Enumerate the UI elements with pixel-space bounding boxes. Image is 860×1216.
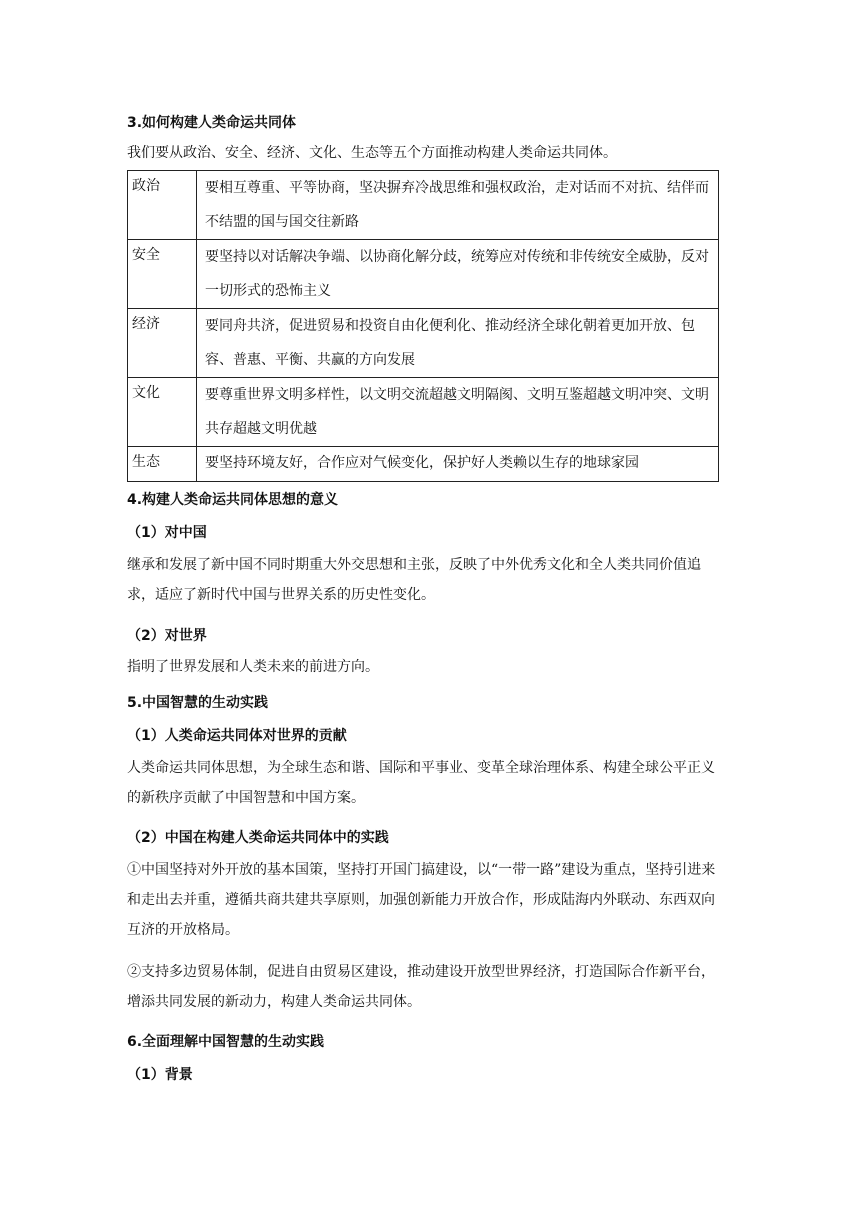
section-5-text-1: 人类命运共同体思想，为全球生态和谐、国际和平事业、变革全球治理体系、构建全球公平正义的新秩序贡献了中国智慧和中国方案。 — [127, 760, 715, 806]
table-row — [128, 378, 719, 447]
section-5-text-3: ②支持多边贸易体制，促进自由贸易区建设，推动建设开放型世界经济，打造国际合作新平台，增添共同发展的新动力，构建人类命运共同体。 — [127, 964, 715, 1010]
table-key-cell: 生态 — [128, 447, 197, 482]
section-6-heading: 6.全面理解中国智慧的生动实践 — [127, 1034, 325, 1050]
section-4-sub-2: （2）对世界 — [127, 628, 207, 644]
five-aspects-table — [127, 170, 719, 482]
section-3-intro: 我们要从政治、安全、经济、文化、生态等五个方面推动构建人类命运共同体。 — [127, 145, 617, 161]
section-5-sub-1: （1）人类命运共同体对世界的贡献 — [127, 728, 347, 744]
table-row — [128, 447, 719, 482]
section-4-text-2: 指明了世界发展和人类未来的前进方向。 — [127, 659, 379, 675]
table-value-cell: 要同舟共济，促进贸易和投资自由化便利化、推动经济全球化朝着更加开放、包容、普惠、平衡、共赢的方向发展 — [197, 309, 719, 378]
table-key-cell: 经济 — [128, 309, 197, 378]
section-4-text-1: 继承和发展了新中国不同时期重大外交思想和主张，反映了中外优秀文化和全人类共同价值追求，适应了新时代中国与世界关系的历史性变化。 — [127, 557, 701, 603]
table-value-cell: 要坚持环境友好，合作应对气候变化，保护好人类赖以生存的地球家园 — [197, 447, 719, 482]
table-row — [128, 240, 719, 309]
section-4-sub-1: （1）对中国 — [127, 525, 207, 541]
table-value-cell: 要尊重世界文明多样性，以文明交流超越文明隔阂、文明互鉴超越文明冲突、文明共存超越文明优越 — [197, 378, 719, 447]
section-4-heading: 4.构建人类命运共同体思想的意义 — [127, 492, 339, 508]
section-5-heading: 5.中国智慧的生动实践 — [127, 695, 269, 711]
table-key-cell: 安全 — [128, 240, 197, 309]
section-5-sub-2: （2）中国在构建人类命运共同体中的实践 — [127, 830, 389, 846]
table-value-cell: 要相互尊重、平等协商，坚决摒弃冷战思维和强权政治，走对话而不对抗、结伴而不结盟的国与国交往新路 — [197, 171, 719, 240]
section-6-sub-1: （1）背景 — [127, 1067, 193, 1083]
table-key-cell: 文化 — [128, 378, 197, 447]
table-key-cell: 政治 — [128, 171, 197, 240]
table-row — [128, 171, 719, 240]
table-row — [128, 309, 719, 378]
table-value-cell: 要坚持以对话解决争端、以协商化解分歧，统筹应对传统和非传统安全威胁，反对一切形式的恐怖主义 — [197, 240, 719, 309]
section-5-text-2: ①中国坚持对外开放的基本国策，坚持打开国门搞建设，以“一带一路”建设为重点，坚持引进来和走出去并重，遵循共商共建共享原则，加强创新能力开放合作，形成陆海内外联动、东西双向互济的开放格局。 — [127, 862, 716, 938]
section-3-heading: 3.如何构建人类命运共同体 — [127, 115, 297, 131]
